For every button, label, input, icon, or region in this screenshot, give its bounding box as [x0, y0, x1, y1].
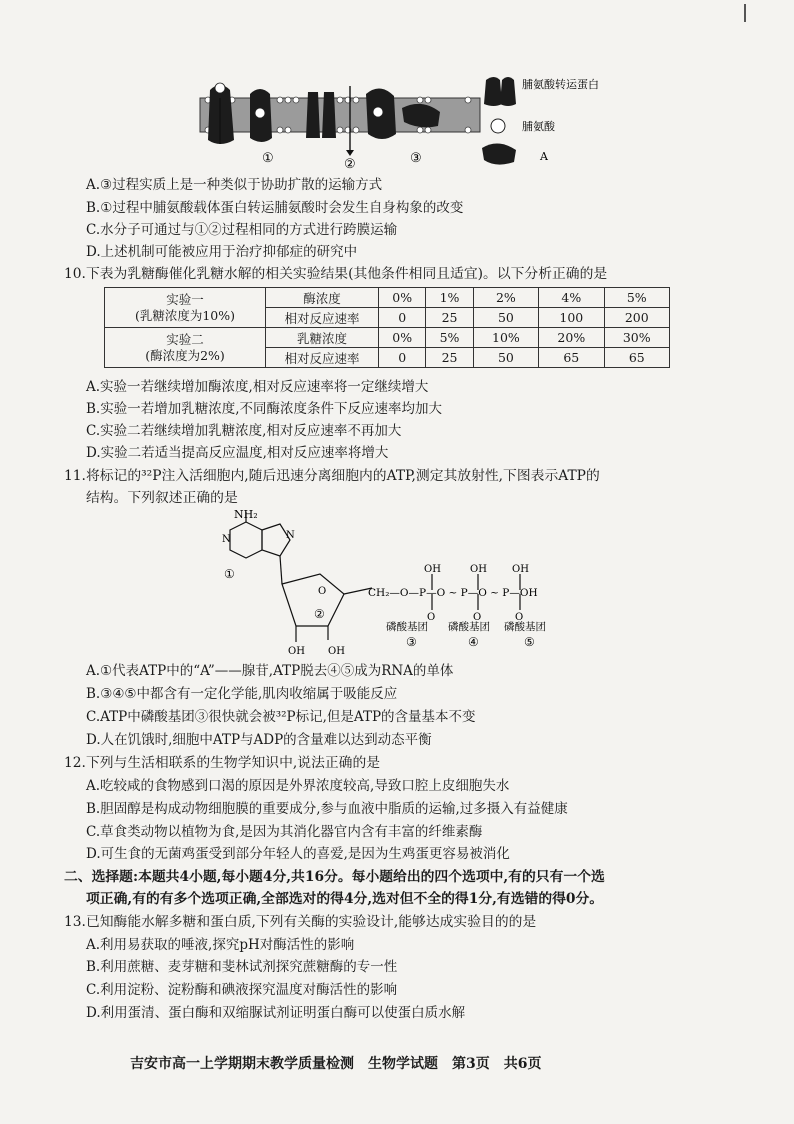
- q10-table: [104, 287, 670, 368]
- q10-option-b: B.实验一若增加乳糖浓度,不同酶浓度条件下反应速率均加大: [86, 401, 443, 417]
- table-cell: 25: [426, 308, 473, 328]
- membrane-legend: [478, 74, 599, 174]
- table-cell: 30%: [604, 328, 669, 348]
- q10-stem: 10.下表为乳糖酶催化乳糖水解的相关实验结果(其他条件相同且适宜)。以下分析正确的是: [64, 266, 608, 282]
- q11-option-a: A.①代表ATP中的“A”——腺苷,ATP脱去④⑤成为RNA的单体: [86, 663, 454, 679]
- q12-option-b: B.胆固醇是构成动物细胞膜的重要成分,参与血液中脂质的运输,过多摄入有益健康: [86, 801, 568, 817]
- row-label: 酶浓度: [266, 288, 379, 308]
- table-cell: 50: [473, 308, 538, 328]
- q13-option-d: D.利用蛋清、蛋白酶和双缩脲试剂证明蛋白酶可以使蛋白质水解: [86, 1005, 466, 1021]
- table-cell: 0: [379, 308, 426, 328]
- section-2-heading-line-1: 二、选择题:本题共4小题,每小题4分,共16分。每小题给出的四个选项中,有的只有一个选: [64, 869, 605, 885]
- phosphate-o-label: O: [427, 612, 436, 623]
- phosphate-o-label: O: [473, 612, 482, 623]
- table-cell: 4%: [539, 288, 604, 308]
- exp2-header: [105, 328, 266, 368]
- q9-option-b: B.①过程中脯氨酸载体蛋白转运脯氨酸时会发生自身构象的改变: [86, 200, 464, 216]
- table-cell: 65: [539, 348, 604, 368]
- q11-option-c: C.ATP中磷酸基团③很快就会被³²P标记,但是ATP的含量基本不变: [86, 709, 476, 725]
- table-cell: 25: [426, 348, 473, 368]
- proline-legend-icon: [491, 119, 505, 133]
- q13-option-a: A.利用易获取的唾液,探究pH对酶活性的影响: [86, 937, 355, 953]
- table-row: [105, 328, 670, 348]
- phosphate-group-label-4: 磷酸基团: [448, 621, 490, 633]
- legend-proline-label: 脯氨酸: [522, 120, 555, 133]
- row-label: 相对反应速率: [266, 308, 379, 328]
- q9-option-c: C.水分子可通过与①②过程相同的方式进行跨膜运输: [86, 222, 398, 238]
- atp-structure-figure: [200, 508, 580, 658]
- membrane-label-3: ③: [410, 151, 422, 166]
- label-circle-1: ①: [224, 567, 235, 581]
- exp2-title: 实验二: [166, 331, 204, 347]
- q10-option-d: D.实验二若适当提高反应温度,相对反应速率将增大: [86, 445, 389, 461]
- q10-option-a: A.实验一若继续增加酶浓度,相对反应速率将一定继续增大: [86, 379, 429, 395]
- q12-option-d: D.可生食的无菌鸡蛋受到部分年轻人的喜爱,是因为生鸡蛋更容易被消化: [86, 846, 510, 862]
- table-row: [105, 288, 670, 308]
- exp1-title: 实验一: [166, 291, 204, 307]
- phosphate-oh-label: OH: [470, 564, 487, 575]
- q11-option-d: D.人在饥饿时,细胞中ATP与ADP的含量难以达到动态平衡: [86, 732, 432, 748]
- ribose-o-label: O: [318, 586, 327, 597]
- table-cell: 65: [604, 348, 669, 368]
- q11-stem-line-1: 11.将标记的³²P注入活细胞内,随后迅速分离细胞内的ATP,测定其放射性,下图表示ATP的: [64, 468, 600, 484]
- label-circle-2: ②: [314, 607, 325, 621]
- ring-n-label: N: [286, 530, 295, 541]
- label-circle-4: ④: [468, 635, 479, 649]
- q13-stem: 13.已知酶能水解多糖和蛋白质,下列有关酶的实验设计,能够达成实验目的的是: [64, 914, 537, 930]
- section-2-heading-line-2: 项正确,有的有多个选项正确,全部选对的得4分,选对但不全的得1分,有选错的得0分。: [86, 891, 604, 907]
- q9-option-a: A.③过程实质上是一种类似于协助扩散的运输方式: [86, 177, 383, 193]
- exp1-condition: (乳糖浓度为10%): [134, 307, 236, 323]
- exp2-condition: (酶浓度为2%): [145, 347, 225, 363]
- table-cell: 50: [473, 348, 538, 368]
- ring-n-label: N: [222, 534, 231, 545]
- table-cell: 0%: [379, 328, 426, 348]
- phosphate-group-label-5: 磷酸基团: [504, 621, 546, 633]
- q12-option-c: C.草食类动物以植物为食,是因为其消化器官内含有丰富的纤维素酶: [86, 824, 483, 840]
- table-cell: 5%: [426, 328, 473, 348]
- table-cell: 0%: [379, 288, 426, 308]
- phosphate-group-label-3: 磷酸基团: [386, 621, 428, 633]
- substance-a-legend-icon: [482, 143, 516, 164]
- phosphate-chain: CH₂—O—P—O ~ P—O ~ P—OH: [368, 587, 538, 599]
- legend-a-label: A: [540, 150, 548, 163]
- q10-option-c: C.实验二若继续增加乳糖浓度,相对反应速率不再加大: [86, 423, 402, 439]
- table-cell: 0: [379, 348, 426, 368]
- table-cell: 200: [604, 308, 669, 328]
- q11-option-b: B.③④⑤中都含有一定化学能,肌肉收缩属于吸能反应: [86, 686, 398, 702]
- exp1-header: [105, 288, 266, 328]
- membrane-label-2: ②: [344, 157, 356, 172]
- label-circle-3: ③: [406, 635, 417, 649]
- legend-transporter-label: 脯氨酸转运蛋白: [522, 78, 599, 91]
- phosphate-oh-label: OH: [424, 564, 441, 575]
- ribose-oh-label: OH: [288, 646, 305, 657]
- table-cell: 20%: [539, 328, 604, 348]
- amine-group-label: NH₂: [234, 508, 258, 521]
- phosphate-o-label: O: [515, 612, 524, 623]
- q12-option-a: A.吃较咸的食物感到口渴的原因是外界浓度较高,导致口腔上皮细胞失水: [86, 778, 510, 794]
- page-footer: 吉安市高一上学期期末教学质量检测 生物学试题 第3页 共6页: [130, 1056, 542, 1072]
- q12-stem: 12.下列与生活相联系的生物学知识中,说法正确的是: [64, 755, 381, 771]
- table-cell: 2%: [473, 288, 538, 308]
- phosphate-oh-label: OH: [512, 564, 529, 575]
- row-label: 相对反应速率: [266, 348, 379, 368]
- ribose-oh-label: OH: [328, 646, 345, 657]
- q13-option-b: B.利用蔗糖、麦芽糖和斐林试剂探究蔗糖酶的专一性: [86, 959, 398, 975]
- label-circle-5: ⑤: [524, 635, 535, 649]
- q9-option-d: D.上述机制可能被应用于治疗抑郁症的研究中: [86, 244, 358, 260]
- row-label: 乳糖浓度: [266, 328, 379, 348]
- table-cell: 1%: [426, 288, 473, 308]
- q13-option-c: C.利用淀粉、淀粉酶和碘液探究温度对酶活性的影响: [86, 982, 398, 998]
- table-cell: 100: [539, 308, 604, 328]
- q11-stem-line-2: 结构。下列叙述正确的是: [86, 490, 238, 506]
- table-cell: 5%: [604, 288, 669, 308]
- membrane-label-1: ①: [262, 151, 274, 166]
- scan-corner-mark: [744, 4, 746, 22]
- table-cell: 10%: [473, 328, 538, 348]
- transporter-legend-icon: [484, 77, 502, 106]
